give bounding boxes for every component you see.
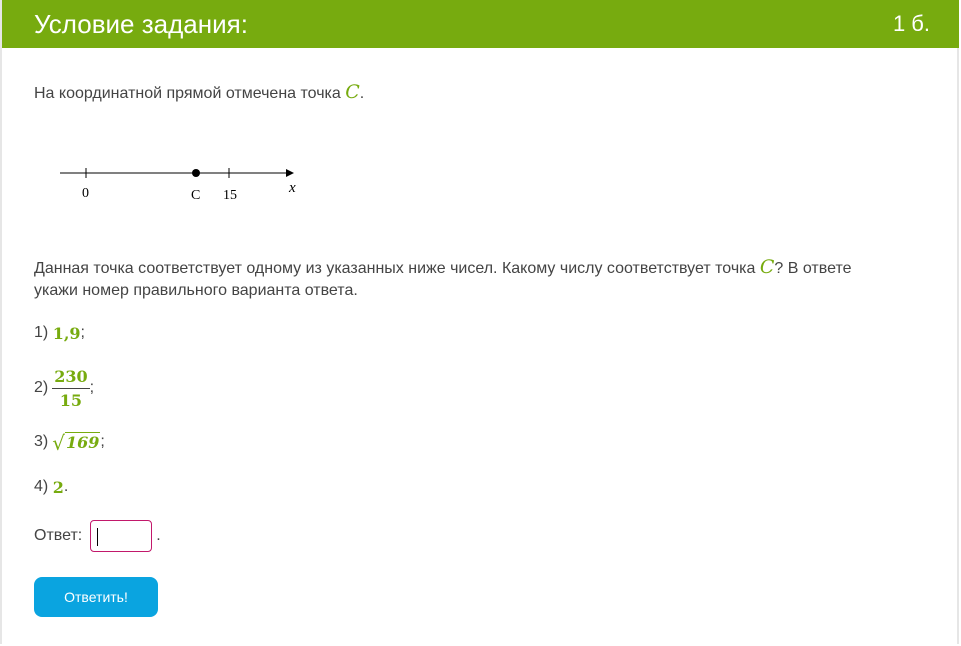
submit-button[interactable]: Ответить! — [34, 577, 158, 617]
option-2 — [34, 364, 94, 412]
question-text — [34, 256, 914, 302]
task-title: Условие задания: — [34, 9, 248, 39]
option-2-end: ; — [89, 379, 95, 396]
answer-row — [34, 519, 161, 553]
option-3 — [34, 429, 105, 455]
option-3-label: 3) — [34, 433, 49, 450]
statement-prefix: На координатной прямой отмечена точка — [34, 85, 346, 102]
label-axis-x: x — [289, 180, 296, 196]
option-4-value: 2 — [52, 477, 64, 497]
option-2-denominator: 15 — [59, 390, 83, 410]
option-2-label: 2) — [34, 379, 49, 396]
option-4-end: . — [63, 478, 69, 495]
label-fifteen: 15 — [223, 188, 237, 203]
question-variable: C — [759, 256, 775, 278]
option-3-sqrt — [52, 432, 100, 453]
number-line-arrow — [286, 169, 294, 177]
question-part1: Данная точка соответствует одному из указанных ниже чисел. Какому числу соответствует точка — [34, 260, 760, 277]
point-c-marker — [192, 169, 200, 177]
task-points: 1 б. — [892, 11, 930, 36]
text-caret — [97, 528, 98, 546]
option-1-label: 1) — [34, 324, 49, 341]
option-2-fraction — [52, 367, 89, 410]
question-line2: укажи номер правильного варианта ответа. — [34, 282, 358, 299]
answer-input[interactable] — [90, 520, 152, 552]
option-4-label: 4) — [34, 478, 49, 495]
answer-end: . — [156, 527, 161, 544]
question-part2: ? В ответе — [774, 260, 852, 277]
label-point-c: C — [191, 188, 201, 203]
number-line — [56, 160, 316, 210]
option-1-value: 1,9 — [52, 323, 81, 343]
statement-text — [34, 81, 364, 105]
answer-label: Ответ: — [34, 527, 83, 544]
option-1-end: ; — [80, 324, 85, 341]
fraction-bar — [52, 388, 89, 389]
point-variable: C — [345, 81, 360, 103]
option-1 — [34, 321, 85, 345]
sqrt-icon: √ — [52, 430, 65, 455]
label-zero: 0 — [82, 186, 89, 201]
option-3-end: ; — [100, 433, 105, 450]
task-header — [2, 0, 959, 48]
option-2-numerator: 230 — [54, 366, 88, 386]
option-3-radicand: 169 — [65, 432, 100, 452]
option-4 — [34, 475, 68, 499]
statement-suffix: . — [359, 85, 365, 102]
